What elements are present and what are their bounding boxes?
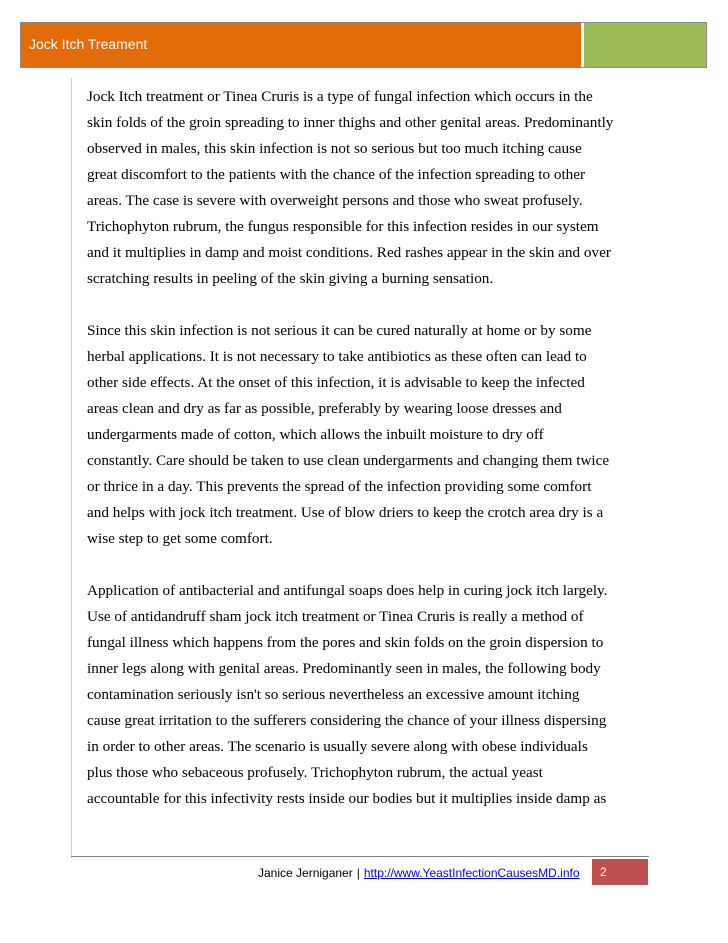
footer-separator: | — [356, 866, 360, 880]
text-line: in order to other areas. The scenario is usually severe along with obese individuals — [87, 738, 588, 755]
text-line: great discomfort to the patients with the chance of the infection spreading to other — [87, 166, 586, 183]
text-line: Trichophyton rubrum, the fungus responsible for this infection resides in our system — [87, 218, 599, 235]
text-line: contamination seriously isn't so serious nevertheless an excessive amount itching — [87, 686, 580, 703]
text-line: herbal applications. It is not necessary to take antibiotics as these often can lead to — [87, 348, 587, 365]
text-line: Since this skin infection is not serious it can be cured naturally at home or by some — [87, 322, 592, 339]
text-line: plus those who sebaceous profusely. Trichophyton rubrum, the actual yeast — [87, 764, 543, 781]
footer-author: Janice Jerniganer — [258, 866, 353, 880]
text-line: Jock Itch treatment or Tinea Cruris is a type of fungal infection which occurs in the — [87, 88, 593, 105]
text-line: skin folds of the groin spreading to inner thighs and other genital areas. Predominantly — [87, 114, 614, 131]
paragraph-2 — [87, 318, 647, 552]
text-line: and helps with jock itch treatment. Use of blow driers to keep the crotch area dry is a — [87, 504, 604, 521]
paragraph-1 — [87, 84, 647, 292]
text-line: areas clean and dry as far as possible, preferably by wearing loose dresses and — [87, 400, 562, 417]
left-margin-rule — [71, 78, 72, 858]
page-footer — [258, 862, 580, 884]
page-number: 2 — [600, 865, 607, 879]
text-line: wise step to get some comfort. — [87, 530, 273, 547]
paragraph-3 — [87, 578, 647, 812]
header-accent-block — [583, 23, 706, 67]
text-line: Use of antidandruff sham jock itch treatment or Tinea Cruris is really a method of — [87, 608, 584, 625]
text-line: fungal illness which happens from the pores and skin folds on the groin dispersion to — [87, 634, 604, 651]
header-title: Jock Itch Treament — [21, 23, 583, 67]
page-header — [20, 22, 707, 68]
page-number-box — [592, 859, 648, 885]
text-line: inner legs along with genital areas. Predominantly seen in males, the following body — [87, 660, 601, 677]
footer-rule — [71, 856, 649, 857]
text-line: and it multiplies in damp and moist conditions. Red rashes appear in the skin and over — [87, 244, 611, 261]
text-line: Application of antibacterial and antifungal soaps does help in curing jock itch largely. — [87, 582, 608, 599]
text-line: areas. The case is severe with overweight persons and those who sweat profusely. — [87, 192, 583, 209]
text-line: scratching results in peeling of the skin giving a burning sensation. — [87, 270, 494, 287]
text-line: cause great irritation to the sufferers considering the chance of your illness dispersing — [87, 712, 607, 729]
text-line: other side effects. At the onset of this infection, it is advisable to keep the infected — [87, 374, 585, 391]
text-line: accountable for this infectivity rests inside our bodies but it multiplies inside damp as — [87, 790, 607, 807]
text-line: undergarments made of cotton, which allows the inbuilt moisture to dry off — [87, 426, 544, 443]
text-line: or thrice in a day. This prevents the spread of the infection providing some comfort — [87, 478, 592, 495]
footer-link[interactable]: http://www.YeastInfectionCausesMD.info — [363, 866, 580, 880]
text-line: constantly. Care should be taken to use clean undergarments and changing them twice — [87, 452, 610, 469]
document-body — [87, 84, 647, 838]
text-line: observed in males, this skin infection is not so serious but too much itching cause — [87, 140, 582, 157]
